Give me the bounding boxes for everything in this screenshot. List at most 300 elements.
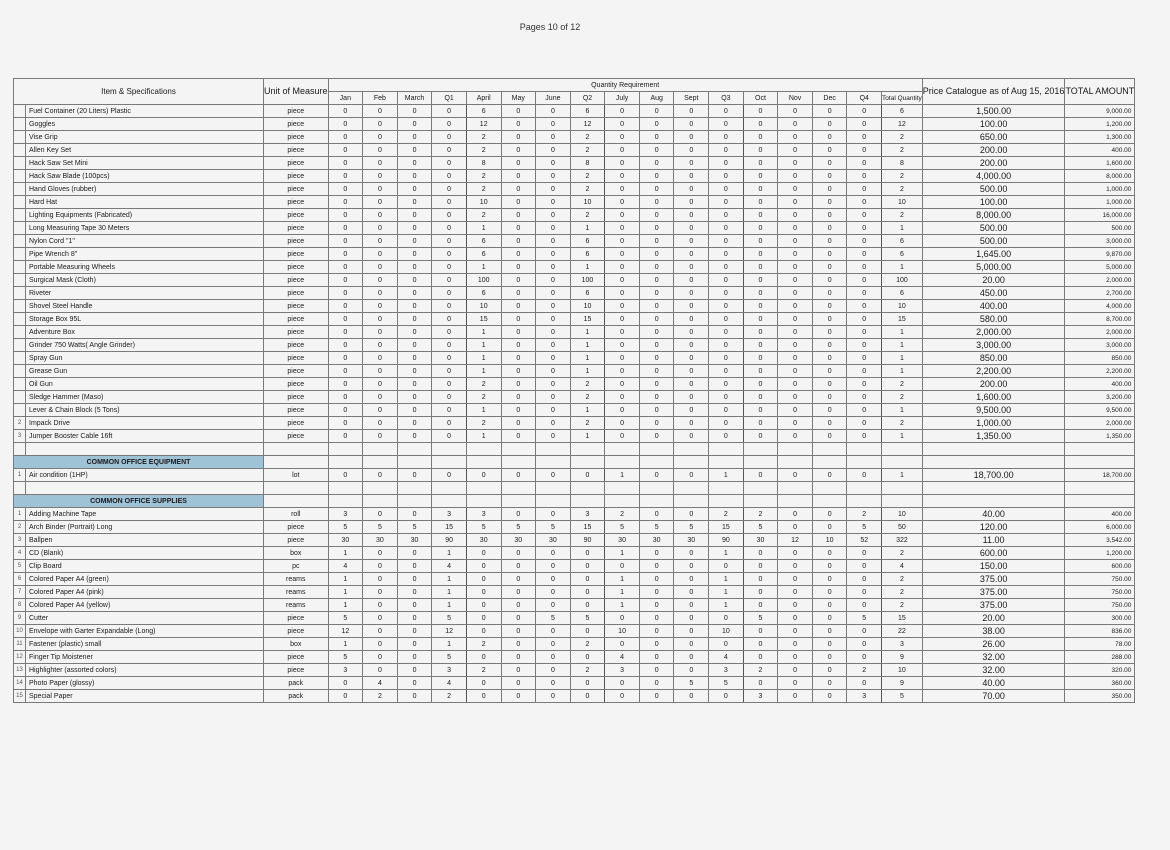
month-qty: 0 bbox=[536, 183, 571, 196]
month-qty: 0 bbox=[605, 131, 640, 144]
item-name: Pipe Wrench 8" bbox=[26, 248, 264, 261]
month-qty: 5 bbox=[328, 651, 363, 664]
total-amount: 9,870.00 bbox=[1065, 248, 1135, 261]
month-qty: 0 bbox=[536, 586, 571, 599]
quarter-total: 5 bbox=[709, 677, 744, 690]
month-qty: 3 bbox=[605, 664, 640, 677]
month-qty: 3 bbox=[328, 508, 363, 521]
quarter-total: 0 bbox=[570, 625, 605, 638]
month-qty: 0 bbox=[501, 326, 536, 339]
month-qty: 0 bbox=[743, 209, 778, 222]
month-qty: 0 bbox=[363, 365, 398, 378]
month-qty: 1 bbox=[466, 430, 501, 443]
unit-of-measure: piece bbox=[264, 612, 329, 625]
month-qty: 0 bbox=[536, 222, 571, 235]
quarter-total: 0 bbox=[570, 651, 605, 664]
month-qty: 0 bbox=[501, 664, 536, 677]
total-quantity: 2 bbox=[882, 586, 923, 599]
month-qty: 10 bbox=[605, 625, 640, 638]
total-amount: 400.00 bbox=[1065, 144, 1135, 157]
unit-price: 3,000.00 bbox=[922, 339, 1065, 352]
quarter-total: 0 bbox=[709, 157, 744, 170]
row-number: 14 bbox=[14, 677, 26, 690]
unit-price: 9,500.00 bbox=[922, 404, 1065, 417]
month-qty: 0 bbox=[501, 573, 536, 586]
item-name: Shovel Steel Handle bbox=[26, 300, 264, 313]
month-qty: 0 bbox=[743, 274, 778, 287]
month-qty: 0 bbox=[605, 638, 640, 651]
month-qty: 0 bbox=[328, 287, 363, 300]
quarter-total: 3 bbox=[709, 664, 744, 677]
empty-cell bbox=[882, 495, 923, 508]
month-qty: 15 bbox=[466, 313, 501, 326]
quarter-total: 2 bbox=[570, 378, 605, 391]
quarter-total: 0 bbox=[847, 560, 882, 573]
item-name: Lever & Chain Block (5 Tons) bbox=[26, 404, 264, 417]
quarter-total: 0 bbox=[570, 677, 605, 690]
total-amount: 8,700.00 bbox=[1065, 313, 1135, 326]
month-qty: 0 bbox=[639, 183, 674, 196]
row-number bbox=[14, 157, 26, 170]
month-qty: 0 bbox=[605, 157, 640, 170]
month-qty: 0 bbox=[778, 105, 813, 118]
month-qty: 0 bbox=[743, 248, 778, 261]
item-name: Hack Saw Set Mini bbox=[26, 157, 264, 170]
quarter-total: 2 bbox=[570, 144, 605, 157]
unit-of-measure: piece bbox=[264, 664, 329, 677]
item-name: Cutter bbox=[26, 612, 264, 625]
unit-price: 200.00 bbox=[922, 144, 1065, 157]
quarter-total: 3 bbox=[432, 508, 467, 521]
quarter-total: 0 bbox=[432, 144, 467, 157]
month-qty: 0 bbox=[639, 118, 674, 131]
empty-cell bbox=[466, 482, 501, 495]
table-row bbox=[14, 118, 1135, 131]
quarter-total: 0 bbox=[432, 417, 467, 430]
month-qty: 0 bbox=[328, 209, 363, 222]
unit-of-measure: pack bbox=[264, 690, 329, 703]
month-qty: 0 bbox=[328, 677, 363, 690]
month-qty: 1 bbox=[328, 599, 363, 612]
unit-of-measure: piece bbox=[264, 144, 329, 157]
unit-price: 375.00 bbox=[922, 573, 1065, 586]
month-qty: 0 bbox=[466, 651, 501, 664]
month-qty: 0 bbox=[536, 469, 571, 482]
month-qty: 6 bbox=[466, 235, 501, 248]
quarter-total: 10 bbox=[709, 625, 744, 638]
month-qty: 0 bbox=[536, 105, 571, 118]
quarter-total: 2 bbox=[847, 508, 882, 521]
month-qty: 0 bbox=[397, 144, 432, 157]
empty-cell bbox=[328, 443, 363, 456]
month-qty: 0 bbox=[397, 365, 432, 378]
month-qty: 0 bbox=[363, 209, 398, 222]
item-name: Oil Gun bbox=[26, 378, 264, 391]
month-qty: 0 bbox=[501, 313, 536, 326]
month-qty: 0 bbox=[778, 651, 813, 664]
month-qty: 0 bbox=[397, 248, 432, 261]
unit-price: 32.00 bbox=[922, 651, 1065, 664]
month-qty: 5 bbox=[743, 521, 778, 534]
month-qty: 0 bbox=[778, 118, 813, 131]
empty-cell bbox=[605, 456, 640, 469]
unit-of-measure: reams bbox=[264, 586, 329, 599]
month-qty: 30 bbox=[674, 534, 709, 547]
total-amount: 600.00 bbox=[1065, 560, 1135, 573]
month-qty: 0 bbox=[536, 378, 571, 391]
month-qty: 5 bbox=[536, 612, 571, 625]
quarter-total: 0 bbox=[847, 131, 882, 144]
table-row bbox=[14, 547, 1135, 560]
month-qty: 0 bbox=[674, 547, 709, 560]
unit-price: 1,350.00 bbox=[922, 430, 1065, 443]
month-qty: 0 bbox=[397, 430, 432, 443]
month-qty: 0 bbox=[363, 339, 398, 352]
empty-cell bbox=[501, 482, 536, 495]
total-amount: 1,200.00 bbox=[1065, 547, 1135, 560]
item-name: Highlighter (assorted colors) bbox=[26, 664, 264, 677]
table-row bbox=[14, 222, 1135, 235]
quarter-total: 0 bbox=[847, 274, 882, 287]
header-month: Oct bbox=[743, 92, 778, 105]
month-qty: 0 bbox=[674, 625, 709, 638]
unit-price: 450.00 bbox=[922, 287, 1065, 300]
quarter-total: 2 bbox=[432, 690, 467, 703]
month-qty: 0 bbox=[778, 508, 813, 521]
month-qty: 0 bbox=[363, 547, 398, 560]
month-qty: 0 bbox=[778, 261, 813, 274]
month-qty: 0 bbox=[328, 144, 363, 157]
month-qty: 0 bbox=[743, 599, 778, 612]
empty-cell bbox=[432, 443, 467, 456]
unit-price: 1,000.00 bbox=[922, 417, 1065, 430]
empty-cell bbox=[328, 456, 363, 469]
total-quantity: 2 bbox=[882, 183, 923, 196]
month-qty: 0 bbox=[812, 274, 847, 287]
month-qty: 0 bbox=[812, 196, 847, 209]
month-qty: 0 bbox=[639, 677, 674, 690]
month-qty: 0 bbox=[778, 404, 813, 417]
month-qty: 5 bbox=[536, 521, 571, 534]
month-qty: 0 bbox=[639, 144, 674, 157]
empty-cell bbox=[605, 495, 640, 508]
item-name: Spray Gun bbox=[26, 352, 264, 365]
month-qty: 0 bbox=[536, 261, 571, 274]
empty-cell bbox=[1065, 482, 1135, 495]
month-qty: 0 bbox=[674, 508, 709, 521]
total-amount: 400.00 bbox=[1065, 508, 1135, 521]
month-qty: 0 bbox=[674, 469, 709, 482]
month-qty: 0 bbox=[639, 274, 674, 287]
total-quantity: 9 bbox=[882, 651, 923, 664]
month-qty: 0 bbox=[674, 573, 709, 586]
unit-price: 2,000.00 bbox=[922, 326, 1065, 339]
row-number: 4 bbox=[14, 547, 26, 560]
quarter-total: 3 bbox=[570, 508, 605, 521]
quarter-total: 0 bbox=[709, 365, 744, 378]
month-qty: 0 bbox=[778, 625, 813, 638]
total-quantity: 8 bbox=[882, 157, 923, 170]
total-amount: 9,500.00 bbox=[1065, 404, 1135, 417]
table-row bbox=[14, 157, 1135, 170]
quarter-total: 1 bbox=[570, 352, 605, 365]
month-qty: 0 bbox=[397, 339, 432, 352]
total-amount: 3,000.00 bbox=[1065, 339, 1135, 352]
month-qty: 0 bbox=[536, 326, 571, 339]
quarter-total: 2 bbox=[570, 209, 605, 222]
empty-cell bbox=[778, 482, 813, 495]
row-number: 3 bbox=[14, 430, 26, 443]
month-qty: 0 bbox=[778, 690, 813, 703]
quarter-total: 1 bbox=[709, 586, 744, 599]
month-qty: 0 bbox=[743, 365, 778, 378]
month-qty: 0 bbox=[674, 599, 709, 612]
table-row bbox=[14, 235, 1135, 248]
table-row bbox=[14, 196, 1135, 209]
total-quantity: 6 bbox=[882, 287, 923, 300]
total-amount: 2,000.00 bbox=[1065, 274, 1135, 287]
quarter-total: 3 bbox=[847, 690, 882, 703]
total-amount: 6,000.00 bbox=[1065, 521, 1135, 534]
total-quantity: 2 bbox=[882, 417, 923, 430]
total-quantity: 2 bbox=[882, 599, 923, 612]
header-month: Dec bbox=[812, 92, 847, 105]
month-qty: 0 bbox=[363, 599, 398, 612]
header-month: May bbox=[501, 92, 536, 105]
unit-price: 150.00 bbox=[922, 560, 1065, 573]
quarter-total: 0 bbox=[570, 690, 605, 703]
quarter-total: 0 bbox=[570, 547, 605, 560]
month-qty: 0 bbox=[397, 560, 432, 573]
month-qty: 0 bbox=[605, 560, 640, 573]
month-qty: 0 bbox=[605, 677, 640, 690]
row-number: 6 bbox=[14, 573, 26, 586]
month-qty: 6 bbox=[466, 248, 501, 261]
month-qty: 0 bbox=[674, 365, 709, 378]
month-qty: 0 bbox=[363, 651, 398, 664]
quarter-total: 0 bbox=[709, 352, 744, 365]
month-qty: 0 bbox=[639, 131, 674, 144]
month-qty: 0 bbox=[639, 378, 674, 391]
month-qty: 0 bbox=[605, 287, 640, 300]
empty-cell bbox=[639, 495, 674, 508]
month-qty: 0 bbox=[501, 651, 536, 664]
month-qty: 0 bbox=[743, 391, 778, 404]
table-row bbox=[14, 664, 1135, 677]
quarter-total: 0 bbox=[709, 105, 744, 118]
month-qty: 0 bbox=[501, 222, 536, 235]
month-qty: 0 bbox=[536, 339, 571, 352]
empty-cell bbox=[14, 482, 26, 495]
quarter-total: 0 bbox=[432, 378, 467, 391]
item-name: Sledge Hammer (Maso) bbox=[26, 391, 264, 404]
row-number: 2 bbox=[14, 521, 26, 534]
month-qty: 0 bbox=[536, 300, 571, 313]
month-qty: 0 bbox=[674, 664, 709, 677]
item-name: Vise Grip bbox=[26, 131, 264, 144]
month-qty: 0 bbox=[536, 365, 571, 378]
month-qty: 0 bbox=[605, 235, 640, 248]
page-title: Pages 10 of 12 bbox=[519, 22, 581, 32]
month-qty: 1 bbox=[466, 222, 501, 235]
total-quantity: 22 bbox=[882, 625, 923, 638]
month-qty: 0 bbox=[743, 417, 778, 430]
month-qty: 5 bbox=[501, 521, 536, 534]
header-month: Q1 bbox=[432, 92, 467, 105]
quarter-total: 0 bbox=[847, 651, 882, 664]
month-qty: 0 bbox=[466, 690, 501, 703]
unit-price: 120.00 bbox=[922, 521, 1065, 534]
header-month: Q3 bbox=[709, 92, 744, 105]
month-qty: 0 bbox=[328, 274, 363, 287]
month-qty: 0 bbox=[363, 157, 398, 170]
month-qty: 1 bbox=[605, 599, 640, 612]
quarter-total: 0 bbox=[432, 209, 467, 222]
row-number: 2 bbox=[14, 417, 26, 430]
table-row bbox=[14, 404, 1135, 417]
month-qty: 0 bbox=[328, 196, 363, 209]
month-qty: 0 bbox=[605, 378, 640, 391]
unit-price: 5,000.00 bbox=[922, 261, 1065, 274]
unit-of-measure: piece bbox=[264, 534, 329, 547]
month-qty: 0 bbox=[363, 170, 398, 183]
month-qty: 1 bbox=[328, 547, 363, 560]
month-qty: 0 bbox=[605, 209, 640, 222]
month-qty: 0 bbox=[605, 183, 640, 196]
month-qty: 0 bbox=[778, 300, 813, 313]
item-name: Lighting Equipments (Fabricated) bbox=[26, 209, 264, 222]
quarter-total: 0 bbox=[709, 313, 744, 326]
empty-cell bbox=[709, 495, 744, 508]
quarter-total: 12 bbox=[432, 625, 467, 638]
month-qty: 0 bbox=[778, 365, 813, 378]
unit-price: 1,600.00 bbox=[922, 391, 1065, 404]
month-qty: 0 bbox=[363, 430, 398, 443]
month-qty: 0 bbox=[501, 690, 536, 703]
month-qty: 0 bbox=[397, 625, 432, 638]
table-row bbox=[14, 534, 1135, 547]
month-qty: 0 bbox=[639, 547, 674, 560]
quarter-total: 1 bbox=[432, 638, 467, 651]
quarter-total: 0 bbox=[709, 378, 744, 391]
total-amount: 2,000.00 bbox=[1065, 326, 1135, 339]
table-row bbox=[14, 391, 1135, 404]
quarter-total: 0 bbox=[847, 105, 882, 118]
month-qty: 0 bbox=[674, 560, 709, 573]
month-qty: 0 bbox=[778, 287, 813, 300]
empty-cell bbox=[812, 456, 847, 469]
month-qty: 0 bbox=[501, 430, 536, 443]
item-name: Allen Key Set bbox=[26, 144, 264, 157]
item-name: Hand Gloves (rubber) bbox=[26, 183, 264, 196]
month-qty: 0 bbox=[466, 560, 501, 573]
total-amount: 18,700.00 bbox=[1065, 469, 1135, 482]
quarter-total: 1 bbox=[570, 430, 605, 443]
quarter-total: 2 bbox=[570, 170, 605, 183]
month-qty: 0 bbox=[501, 547, 536, 560]
quarter-total: 0 bbox=[432, 196, 467, 209]
quarter-total: 10 bbox=[570, 196, 605, 209]
total-amount: 8,000.00 bbox=[1065, 170, 1135, 183]
quarter-total: 0 bbox=[570, 469, 605, 482]
month-qty: 0 bbox=[778, 339, 813, 352]
row-number bbox=[14, 131, 26, 144]
quarter-total: 0 bbox=[847, 430, 882, 443]
month-qty: 0 bbox=[536, 287, 571, 300]
empty-cell bbox=[847, 482, 882, 495]
total-amount: 2,200.00 bbox=[1065, 365, 1135, 378]
month-qty: 0 bbox=[639, 261, 674, 274]
month-qty: 0 bbox=[778, 573, 813, 586]
empty-cell bbox=[743, 443, 778, 456]
month-qty: 0 bbox=[639, 612, 674, 625]
month-qty: 0 bbox=[605, 248, 640, 261]
month-qty: 0 bbox=[812, 222, 847, 235]
month-qty: 0 bbox=[536, 664, 571, 677]
month-qty: 0 bbox=[639, 404, 674, 417]
month-qty: 0 bbox=[778, 170, 813, 183]
quarter-total: 0 bbox=[847, 235, 882, 248]
month-qty: 5 bbox=[466, 521, 501, 534]
quarter-total: 0 bbox=[847, 365, 882, 378]
month-qty: 0 bbox=[743, 313, 778, 326]
row-number: 8 bbox=[14, 599, 26, 612]
month-qty: 0 bbox=[328, 378, 363, 391]
row-number: 10 bbox=[14, 625, 26, 638]
month-qty: 0 bbox=[397, 300, 432, 313]
quarter-total: 5 bbox=[570, 612, 605, 625]
row-number bbox=[14, 326, 26, 339]
quarter-total: 0 bbox=[709, 326, 744, 339]
total-amount: 320.00 bbox=[1065, 664, 1135, 677]
month-qty: 0 bbox=[605, 404, 640, 417]
month-qty: 0 bbox=[743, 235, 778, 248]
month-qty: 0 bbox=[397, 118, 432, 131]
unit-of-measure: piece bbox=[264, 196, 329, 209]
month-qty: 0 bbox=[501, 469, 536, 482]
month-qty: 0 bbox=[328, 326, 363, 339]
empty-cell bbox=[501, 456, 536, 469]
row-number bbox=[14, 222, 26, 235]
quarter-total: 0 bbox=[847, 196, 882, 209]
item-name: Riveter bbox=[26, 287, 264, 300]
empty-cell bbox=[570, 456, 605, 469]
quarter-total: 2 bbox=[847, 664, 882, 677]
month-qty: 0 bbox=[363, 144, 398, 157]
total-quantity: 2 bbox=[882, 131, 923, 144]
month-qty: 0 bbox=[674, 612, 709, 625]
unit-of-measure: reams bbox=[264, 573, 329, 586]
empty-cell bbox=[363, 495, 398, 508]
month-qty: 0 bbox=[743, 300, 778, 313]
total-quantity: 2 bbox=[882, 170, 923, 183]
month-qty: 0 bbox=[639, 573, 674, 586]
month-qty: 0 bbox=[812, 677, 847, 690]
unit-price: 850.00 bbox=[922, 352, 1065, 365]
month-qty: 0 bbox=[536, 404, 571, 417]
month-qty: 0 bbox=[328, 183, 363, 196]
month-qty: 0 bbox=[536, 274, 571, 287]
empty-cell bbox=[605, 482, 640, 495]
section-header-row bbox=[14, 495, 1135, 508]
quarter-total: 0 bbox=[847, 352, 882, 365]
month-qty: 1 bbox=[328, 573, 363, 586]
month-qty: 0 bbox=[674, 248, 709, 261]
month-qty: 0 bbox=[397, 638, 432, 651]
total-quantity: 1 bbox=[882, 404, 923, 417]
month-qty: 0 bbox=[328, 313, 363, 326]
quarter-total: 6 bbox=[570, 105, 605, 118]
